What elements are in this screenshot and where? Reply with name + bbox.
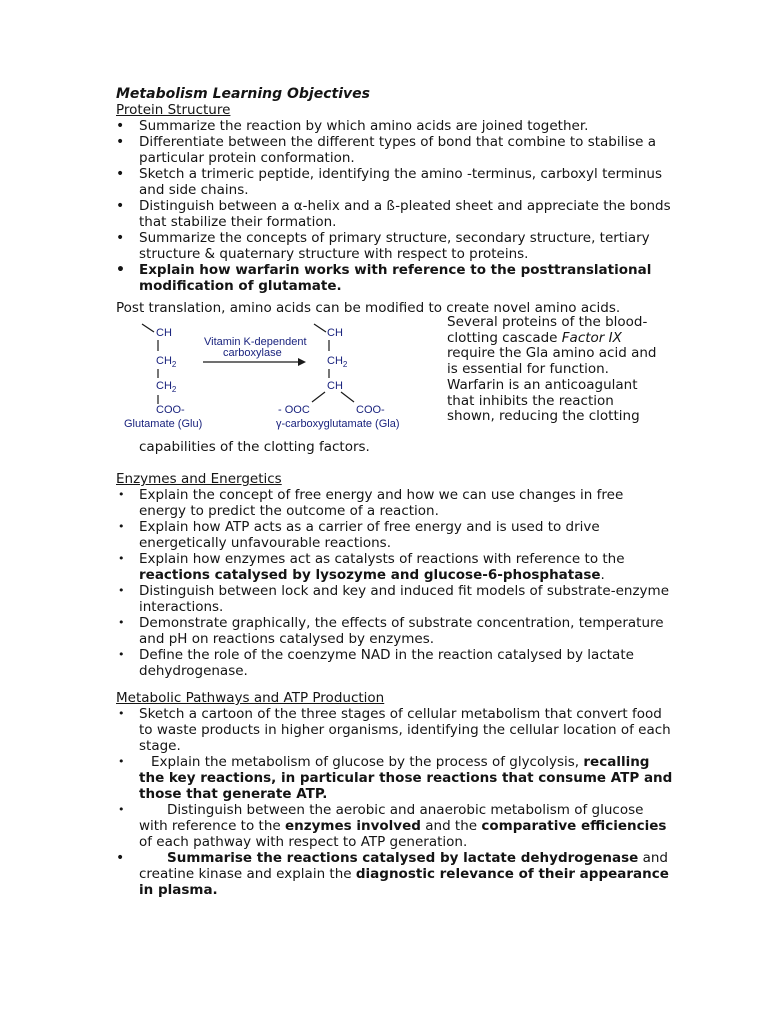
- warfarin-side-text: Several proteins of the blood-clotting cascade Factor IX require the Gla amino acid and is essential for function. Warfarin is an anticoagulant that inhibits the reaction shown, reducing the clotting: [447, 314, 657, 425]
- reaction-arrowhead: [298, 358, 306, 366]
- enzymes-objectives-list: [116, 487, 674, 679]
- list-item: • Distinguish between lock and key and induced fit models of substrate-enzyme interactions.: [118, 583, 669, 615]
- bullet: •: [116, 198, 125, 214]
- bond-line: [341, 392, 354, 402]
- bond-line: [312, 392, 325, 402]
- bullet: •: [118, 584, 125, 597]
- section-heading-protein-structure: Protein Structure: [116, 102, 231, 118]
- list-item: • Explain how warfarin works with reference to the posttranslational modification of glutamate.: [116, 262, 652, 294]
- section-heading-enzymes: Enzymes and Energetics: [116, 471, 282, 487]
- list-item: • Distinguish between a α-helix and a ß-pleated sheet and appreciate the bonds that stabilize their formation.: [116, 198, 671, 230]
- bond-line: [142, 324, 154, 332]
- bullet: •: [116, 262, 125, 278]
- list-item: • Summarize the reaction by which amino acids are joined together.: [116, 118, 589, 134]
- gla-ch: CH: [327, 327, 343, 339]
- gla-ch-branch: CH: [327, 380, 343, 392]
- bullet: •: [118, 520, 125, 533]
- bullet: •: [118, 803, 125, 816]
- bullet: •: [116, 134, 125, 150]
- bullet: •: [116, 850, 125, 866]
- list-item: • Define the role of the coenzyme NAD in the reaction catalysed by lactate dehydrogenase.: [118, 647, 634, 679]
- bullet: •: [118, 707, 125, 720]
- post-translation-text: Post translation, amino acids can be modified to create novel amino acids.: [116, 300, 621, 316]
- glu-coo: COO-: [156, 404, 185, 416]
- bullet: •: [116, 118, 125, 134]
- glu-ch: CH: [156, 327, 172, 339]
- list-item: • Sketch a trimeric peptide, identifying the amino -terminus, carboxyl terminus and side chains.: [116, 166, 663, 198]
- document-title: Metabolism Learning Objectives: [116, 86, 370, 102]
- bullet: •: [118, 755, 125, 768]
- list-item: • Explain the concept of free energy and how we can use changes in free energy to predict the outcome of a reaction.: [118, 487, 624, 519]
- gla-right-carboxyl: COO-: [356, 404, 385, 416]
- gla-left-carboxyl: - OOC: [278, 404, 310, 416]
- list-item: • Summarize the concepts of primary structure, secondary structure, tertiary structure & quaternary structure with respect to proteins.: [116, 230, 650, 262]
- enzyme-label-line2: carboxylase: [223, 347, 282, 359]
- gla-name: γ-carboxyglutamate (Gla): [276, 418, 400, 430]
- glu-ch2: $CH_2$: [156, 355, 177, 369]
- enzyme-label-line1: Vitamin K-dependent: [204, 336, 307, 348]
- bullet: •: [118, 552, 125, 565]
- section-heading-metabolic-pathways: Metabolic Pathways and ATP Production: [116, 690, 385, 706]
- clotting-continuation-text: capabilities of the clotting factors.: [139, 439, 370, 455]
- bullet: •: [116, 230, 125, 246]
- list-item: • Differentiate between the different types of bond that combine to stabilise a particular protein conformation.: [116, 134, 657, 166]
- list-item: • Explain how enzymes act as catalysts of reactions with reference to the reactions catalysed by lysozyme and glucose-6-phosphatase.: [118, 551, 625, 583]
- bullet: •: [118, 648, 125, 661]
- list-item: • Distinguish between the aerobic and anaerobic metabolism of glucose with reference to the enzymes involved and the comparative efficiencies of each pathway with respect to ATP generation.: [118, 802, 667, 850]
- glu-name: Glutamate (Glu): [124, 418, 203, 430]
- bullet: •: [116, 166, 125, 182]
- bullet: •: [118, 616, 125, 629]
- list-item: • Demonstrate graphically, the effects of substrate concentration, temperature and pH on reactions catalysed by enzymes.: [118, 615, 664, 647]
- bullet: •: [118, 488, 125, 501]
- bond-line: [314, 324, 326, 332]
- gla-ch2: $CH_2$: [327, 355, 348, 369]
- glu-ch2-second: $CH_2$: [156, 380, 177, 394]
- list-item: • Sketch a cartoon of the three stages of cellular metabolism that convert food to waste products in higher organisms, identifying the cellular location of each stage.: [118, 706, 671, 754]
- metabolic-objectives-list: [116, 706, 674, 898]
- glutamate-carboxylation-diagram: [116, 318, 436, 436]
- list-item: • Summarise the reactions catalysed by lactate dehydrogenase and creatine kinase and explain the diagnostic relevance of their appearance in plasma.: [116, 850, 669, 898]
- list-item: • Explain how ATP acts as a carrier of free energy and is used to drive energetically unfavourable reactions.: [118, 519, 600, 551]
- protein-objectives-list: [116, 118, 674, 294]
- list-item: • Explain the metabolism of glucose by the process of glycolysis, recalling the key reactions, in particular those reactions that consume ATP and those that generate ATP.: [118, 754, 673, 802]
